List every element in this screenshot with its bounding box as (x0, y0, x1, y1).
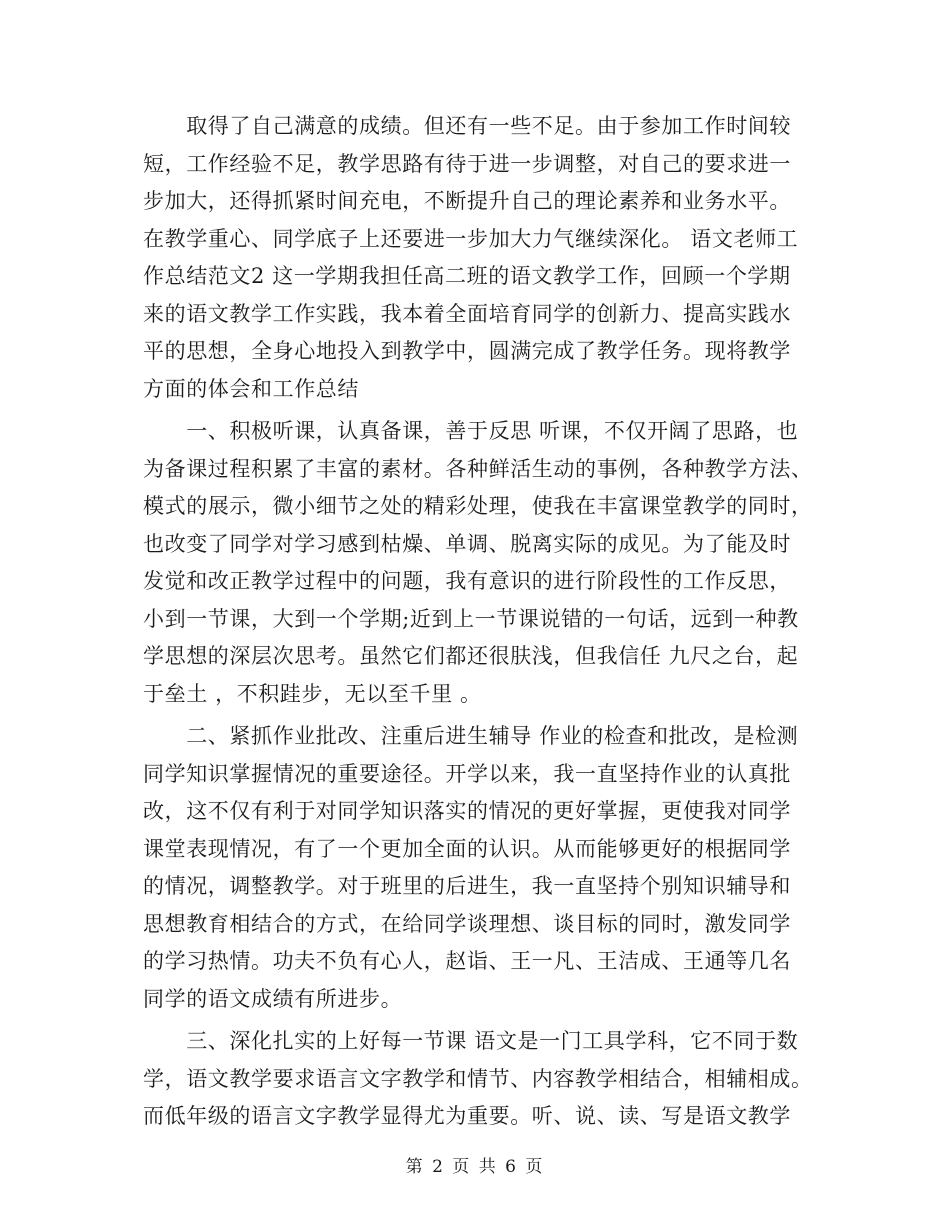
page-number-footer: 第 2 页 共 6 页 (405, 1157, 545, 1177)
text-line: 在教学重心、同学底子上还要进一步加大力气继续深化。 语文老师工 (143, 226, 799, 251)
text-line: 平的思想，全身心地投入到教学中，圆满完成了教学任务。现将教学 (143, 339, 791, 363)
text-line: 一、积极听课，认真备课，善于反思 听课，不仅开阔了思路，也 (143, 419, 799, 443)
text-line: 也改变了同学对学习感到枯燥、单调、脱离实际的成见。为了能及时 (143, 531, 791, 556)
text-line: 模式的展示，微小细节之处的精彩处理，使我在丰富课堂教学的同时， (143, 494, 813, 518)
text-line: 的学习热情。功夫不负有心人，赵诣、王一凡、王洁成、王通等几名 (143, 949, 791, 973)
text-line: 三、深化扎实的上好每一节课 语文是一门工具学科，它不同于数 (143, 1029, 799, 1053)
text-line: 小到一节课，大到一个学期;近到上一节课说错的一句话，远到一种教 (143, 606, 799, 631)
text-line: 取得了自己满意的成绩。但还有一些不足。由于参加工作时间较 (143, 114, 791, 138)
text-line: 于垒土 ，不积跬步，无以至千里 。 (143, 681, 482, 706)
text-line: 同学的语文成绩有所进步。 (143, 986, 403, 1011)
text-line: 的情况，调整教学。对于班里的后进生，我一直坚持个别知识辅导和 (143, 874, 791, 898)
text-line: 二、紧抓作业批改、注重后进生辅导 作业的检查和批改，是检测 (143, 724, 799, 748)
text-line: 同学知识掌握情况的重要途径。开学以来，我一直坚持作业的认真批 (143, 761, 791, 786)
text-line: 发觉和改正教学过程中的问题，我有意识的进行阶段性的工作反思， (143, 569, 791, 593)
text-line: 方面的体会和工作总结 (143, 376, 359, 401)
text-line: 短，工作经验不足，教学思路有待于进一步调整，对自己的要求进一 (143, 151, 791, 176)
text-line: 作总结范文2 这一学期我担任高二班的语文教学工作，回顾一个学期 (143, 264, 791, 288)
text-line: 改，这不仅有利于对同学知识落实的情况的更好掌握，更使我对同学 (143, 799, 791, 823)
document-body (143, 108, 813, 1136)
text-line: 思想教育相结合的方式，在给同学谈理想、谈目标的同时，激发同学 (143, 911, 791, 936)
text-line: 而低年级的语言文字教学显得尤为重要。听、说、读、写是语文教学 (143, 1104, 791, 1128)
text-line: 步加大，还得抓紧时间充电，不断提升自己的理论素养和业务水平。 (143, 189, 791, 213)
text-line: 课堂表现情况，有了一个更加全面的认识。从而能够更好的根据同学 (143, 836, 791, 861)
text-line: 学，语文教学要求语言文字教学和情节、内容教学相结合，相辅相成。 (143, 1066, 813, 1091)
text-line: 来的语文教学工作实践，我本着全面培育同学的创新力、提高实践水 (143, 301, 791, 326)
text-line: 为备课过程积累了丰富的素材。各种鲜活生动的事例，各种教学方法、 (143, 456, 813, 481)
text-line: 学思想的深层次思考。虽然它们都还很肤浅，但我信任 九尺之台，起 (143, 644, 799, 668)
